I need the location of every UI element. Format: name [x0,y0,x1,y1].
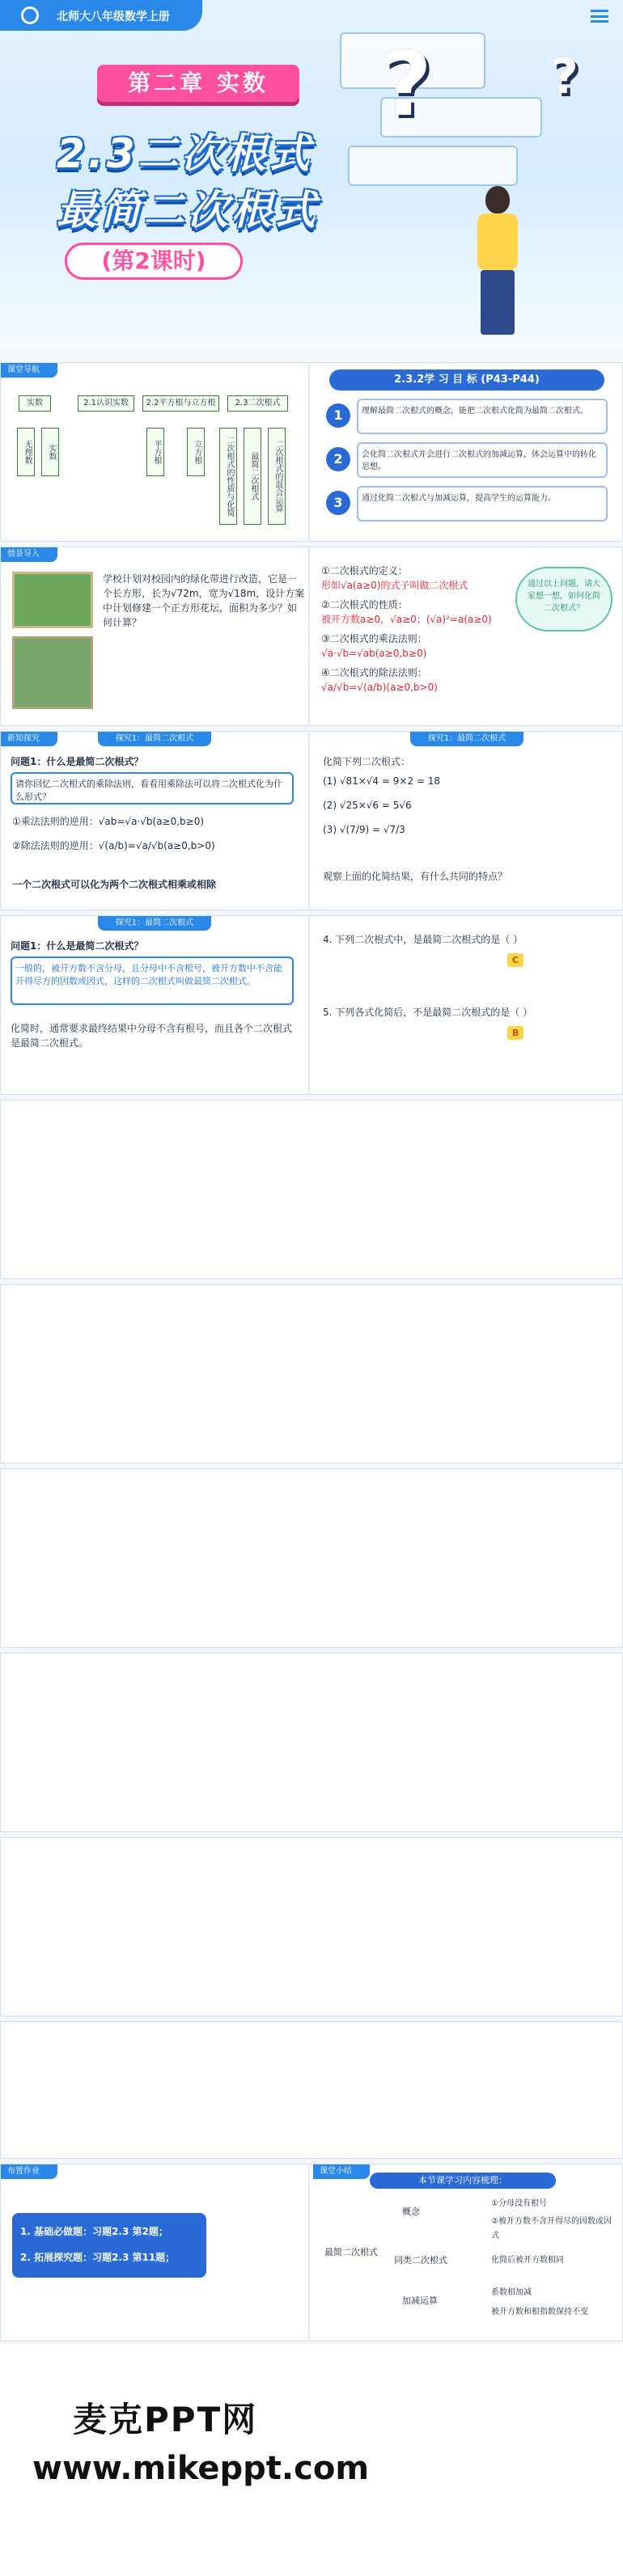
question-mark-icon: ? [550,49,578,105]
homework-item: 1. 基础必做题：习题2.3 第2题； [20,2226,168,2237]
decor-panel [348,146,518,186]
tree-node: 实数 [19,395,51,412]
tree-node: 立方根 [187,428,205,476]
calc-3: (3) √(7/9) = √7/3 [323,824,405,835]
homework-box [12,2213,206,2278]
calc-2: (2) √25×√6 = 5√6 [323,800,412,811]
slide-bar: 新知探究 [1,732,57,746]
goal-item: 通过化简二次根式与加减运算，提高学生的运算能力。 [357,486,608,522]
slide-bar: 课堂导航 [1,363,57,378]
tree-node: 无理数 [17,428,35,476]
rule-1: ①乘法法则的逆用：√ab=√a·√b(a≥0,b≥0) [12,816,205,827]
summary [313,2164,622,2341]
homework-summary-slide [0,2164,623,2342]
question-mark-icon: ? [380,32,432,136]
exercise-4: 4. 下列二次根式中，是最简二次根式的是（ ） [323,934,523,945]
brand-name: 麦克PPT网 [73,2400,258,2439]
practice-slide [0,1468,623,1648]
review-q2: ②二次根式的性质： [321,599,408,610]
explore2-right [313,916,622,1094]
student-figure [469,186,526,340]
tree-node: 2.3二次根式 [227,395,288,412]
goals-title: 2.3.2学 习 目 标 (P43-P44) [329,370,604,391]
explore2-slide [0,915,623,1095]
tree-node: 2.2平方根与立方根 [142,395,219,412]
practice-slide [0,2021,623,2159]
practice-slide [0,1653,623,1832]
goal-item: 会化简二次根式并会进行二次根式的加减运算，体会运算中的转化思想。 [357,442,608,478]
section-tab: 探究1：最简二次根式 [410,732,523,746]
homework [1,2164,310,2341]
tree-node: 最简二次根式 [244,428,261,525]
section-tab: 探究1：最简二次根式 [98,732,211,746]
cover-slide [0,0,623,348]
example-slide [0,1100,623,1279]
calc-title: 化简下列二次根式： [323,756,411,767]
explore1-left [1,732,310,910]
learning-goals [313,363,622,541]
summary-c2: ②被开方数不含开得尽的因数或因式 [491,2217,612,2240]
practice-slide [0,1837,623,2016]
intro-right [313,547,622,725]
summary-title: 本节课学习内容梳理： [370,2173,556,2189]
section-tab: 探究1：最简二次根式 [98,916,211,931]
summary-same: 同类二次根式 [394,2255,447,2266]
review-a4: √a/√b=√(a/b)(a≥0,b>0) [321,682,438,693]
calc-1: (1) √81×√4 = 9×2 = 18 [323,775,441,787]
summary-s1: 化简后被开方数相同 [491,2256,564,2265]
slide-bar: 课堂小结 [313,2164,370,2179]
summary-root: 最简二次根式 [324,2247,378,2257]
tree-node: 平方根 [146,428,164,476]
problem-box: 请你回忆二次根式的乘除法则，看看用乘除法可以将二次根式化为什么形式？ [11,772,294,804]
conclusion: 一个二次根式可以化为两个二次根式相乘或相除 [12,879,217,890]
simplify-note: 化简时，通常要求最终结果中分母不含有根号，而且各个二次根式是最简二次根式。 [11,1023,293,1049]
slide-bar: 布置作业 [1,2164,57,2179]
observe-note: 观察上面的化简结果，有什么共同的特点？ [323,871,508,882]
practice-slide [0,1284,623,1463]
tree-node: 二次根式的性质与化简 [219,428,237,525]
problem-title: 问题1：什么是最简二次根式？ [11,940,144,952]
intro-text: 学校计划对校园内的绿化带进行改造，它是一个长方形，长为√72m，宽为√18m，设计方案中计划修建一个正方形花坛，面积为多少？如何计算？ [103,573,305,628]
tree-node: 2.1认识实数 [78,395,134,412]
answer-tag: B [507,1026,523,1040]
tree-node: 二次根式的混合运算 [268,428,286,525]
intro-left [1,547,310,725]
goal-item: 理解最简二次根式的概念，能把二次根式化简为最简二次根式。 [357,399,608,434]
brand-url[interactable]: www.mikeppt.com [32,2450,369,2487]
explore2-left [1,916,310,1094]
goal-number: 3 [326,491,350,515]
intro-slide [0,547,623,726]
summary-add: 加减运算 [402,2295,438,2306]
knowledge-tree [1,363,310,541]
garden-image [12,636,93,709]
structure-slide [0,362,623,542]
logo-icon [21,6,39,24]
goal-number: 1 [326,403,350,428]
tree-node: 实数 [41,428,59,476]
exercise-5: 5. 下列各式化简后，不是最简二次根式的是（ ） [323,1007,533,1018]
summary-a2: 被开方数和根指数保持不变 [491,2308,588,2316]
lesson-label: (第2课时) [65,243,243,280]
review-a3: √a·√b=√ab(a≥0,b≥0) [321,648,427,659]
homework-item: 2. 拓展探究题：习题2.3 第11题； [20,2252,176,2263]
problem-title: 问题1：什么是最简二次根式？ [11,756,144,767]
review-q1: ①二次根式的定义： [321,565,408,576]
cover-header-text: 北师大八年级数学上册 [57,11,170,23]
chapter-label: 第二章 实数 [97,65,299,102]
title-line1: 2.3二次根式 [57,130,313,177]
review-q4: ④二次根式的除法法则： [321,667,427,678]
goal-number: 2 [326,447,350,471]
summary-a1: 系数相加减 [491,2288,532,2297]
thought-bubble: 通过以上问题，请大家想一想，如何化简二次根式？ [515,567,612,631]
slide-bar: 情景导入 [1,547,57,562]
summary-c1: ①分母没有根号 [491,2199,547,2208]
answer-tag: C [507,953,523,967]
definition-box: 一般的，被开方数不含分母，且分母中不含根号，被开方数中不含能开得尽方的因数或因式，这样的二次根式叫做最简二次根式。 [11,956,294,1005]
review-q3: ③二次根式的乘法法则： [321,633,427,644]
menu-icon[interactable] [591,10,608,23]
explore1-right [313,732,622,910]
garden-image [12,572,93,628]
explore1-slide [0,731,623,910]
cover-header-bar [0,0,202,31]
review-a2: 被开方数a≥0，√a≥0；(√a)²=a(a≥0) [321,614,492,625]
review-a1: 形如√a(a≥0)的式子叫做二次根式 [321,580,468,591]
summary-concept: 概念 [402,2206,420,2217]
title-line2: 最简二次根式 [57,187,319,234]
rule-2: ②除法法则的逆用：√(a/b)=√a/√b(a≥0,b>0) [12,840,215,851]
